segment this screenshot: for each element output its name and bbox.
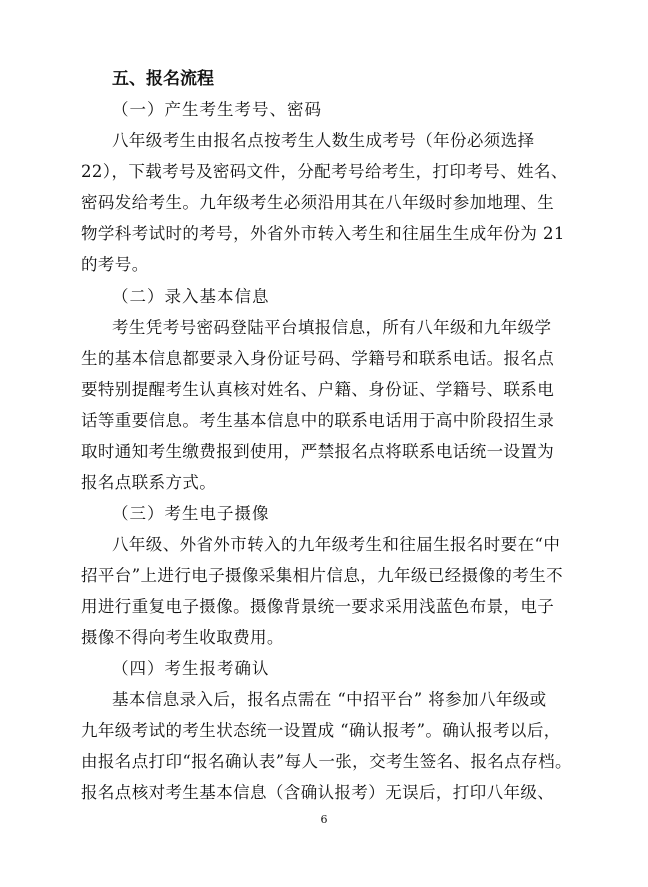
- paragraph-line: 摄像不得向考生收取费用。: [81, 628, 284, 647]
- paragraph-line: 八年级考生由报名点按考生人数生成考号（年份必须选择: [112, 131, 535, 150]
- paragraph-line: 要特别提醒考生认真核对姓名、户籍、身份证、学籍号、联系电: [81, 380, 555, 399]
- subsection-title-2: （二）录入基本信息: [112, 287, 270, 306]
- paragraph-line: 密码发给考生。九年级考生必须沿用其在八年级时参加地理、生: [81, 193, 555, 212]
- paragraph-line: 生的基本信息都要录入身份证号码、学籍号和联系电话。报名点: [81, 349, 555, 368]
- subsection-title-3: （三）考生电子摄像: [112, 504, 270, 523]
- paragraph-line: 基本信息录入后，报名点需在 “中招平台” 将参加八年级或: [112, 690, 547, 709]
- paragraph-line: 取时通知考生缴费报到使用，严禁报名点将联系电话统一设置为: [81, 442, 555, 461]
- subsection-title-1: （一）产生考生考号、密码: [112, 100, 322, 119]
- paragraph-line: 22），下载考号及密码文件，分配考号给考生，打印考号、姓名、: [81, 162, 568, 181]
- paragraph-line: 的考号。: [81, 255, 149, 274]
- paragraph-line: 报名点联系方式。: [81, 473, 217, 492]
- paragraph-line: 话等重要信息。考生基本信息中的联系电话用于高中阶段招生录: [81, 411, 555, 430]
- subsection-title-4: （四）考生报考确认: [112, 659, 270, 678]
- paragraph-line: 由报名点打印“报名确认表”每人一张，交考生签名、报名点存档。: [81, 752, 572, 771]
- paragraph-line: 用进行重复电子摄像。摄像背景统一要求采用浅蓝色布景，电子: [81, 597, 555, 616]
- paragraph-line: 考生凭考号密码登陆平台填报信息，所有八年级和九年级学: [112, 318, 552, 337]
- paragraph-line: 报名点核对考生基本信息（含确认报考）无误后，打印八年级、: [81, 783, 555, 802]
- paragraph-line: 招平台”上进行电子摄像采集相片信息，九年级已经摄像的考生不: [81, 566, 564, 585]
- page-number: 6: [320, 813, 328, 826]
- paragraph-line: 九年级考试的考生状态统一设置成 “确认报考”。确认报考以后，: [81, 721, 561, 740]
- paragraph-line: 八年级、外省外市转入的九年级考生和往届生报名时要在“中: [112, 535, 561, 554]
- paragraph-line: 物学科考试时的考号，外省外市转入考生和往届生生成年份为 21: [81, 224, 565, 243]
- section-heading: 五、报名流程: [112, 69, 214, 89]
